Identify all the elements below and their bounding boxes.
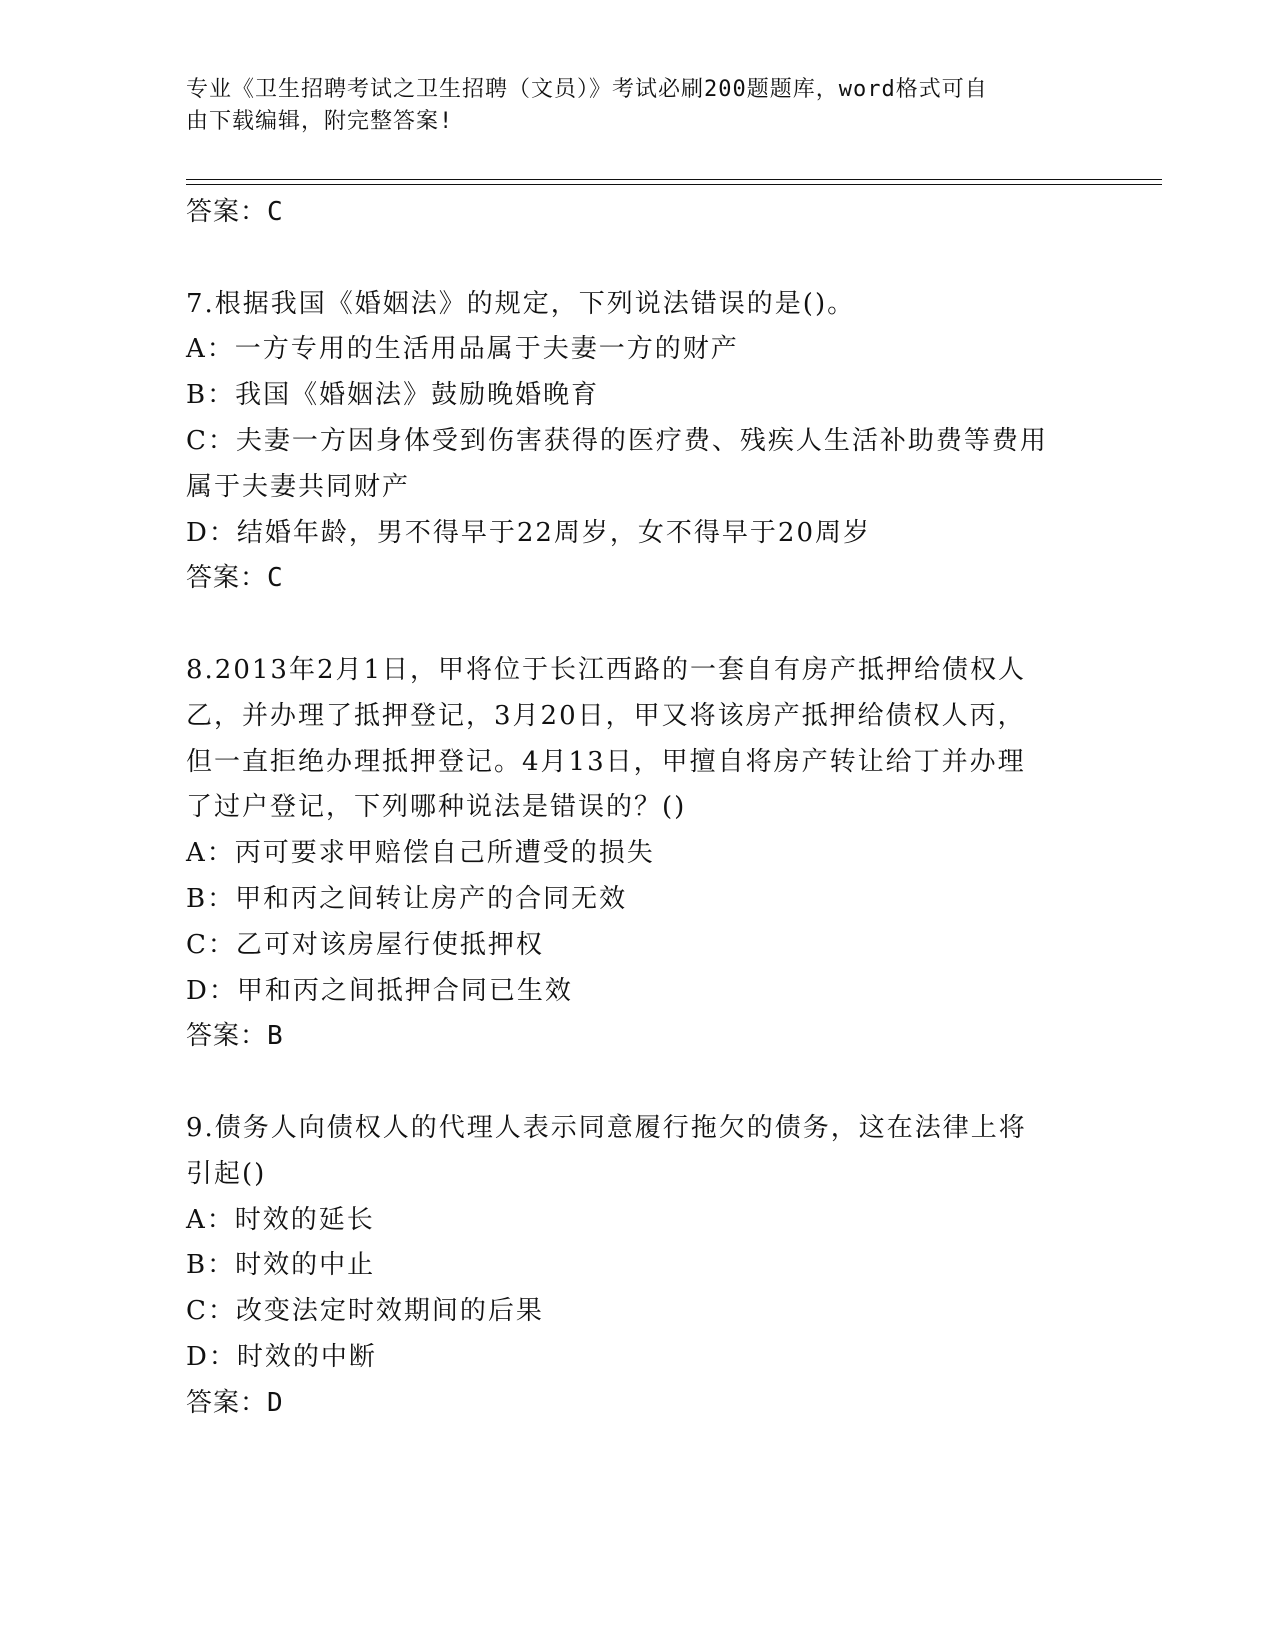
option-d: D：结婚年龄，男不得早于22周岁，女不得早于20周岁 bbox=[186, 517, 872, 548]
question-stem: 但一直拒绝办理抵押登记。4月13日，甲擅自将房产转让给丁并办理 bbox=[186, 746, 1026, 777]
option-d: D：时效的中断 bbox=[186, 1341, 377, 1372]
option-a: A：丙可要求甲赔偿自己所遭受的损失 bbox=[186, 838, 655, 869]
option-b: B：时效的中止 bbox=[186, 1250, 376, 1281]
answer: 答案：B bbox=[186, 1021, 284, 1052]
option-c: C：改变法定时效期间的后果 bbox=[186, 1296, 544, 1327]
spacer bbox=[186, 236, 1086, 282]
header-line-2: 由下载编辑，附完整答案! bbox=[186, 109, 454, 134]
question-block-9 bbox=[186, 1106, 1086, 1427]
question-stem: 9.债务人向债权人的代理人表示同意履行拖欠的债务，这在法律上将 bbox=[186, 1112, 1027, 1143]
header-rule-bottom bbox=[186, 184, 1162, 185]
answer: 答案：D bbox=[186, 1387, 284, 1418]
answer: 答案：C bbox=[186, 563, 284, 594]
header-line-1: 专业《卫生招聘考试之卫生招聘（文员）》考试必刷200题题库，word格式可自 bbox=[186, 77, 988, 102]
question-stem: 7.根据我国《婚姻法》的规定，下列说法错误的是()。 bbox=[186, 288, 856, 319]
option-b: B：我国《婚姻法》鼓励晚婚晚育 bbox=[186, 380, 600, 411]
question-block-8 bbox=[186, 648, 1086, 1060]
spacer bbox=[186, 1060, 1086, 1106]
question-stem: 8.2013年2月1日，甲将位于长江西路的一套自有房产抵押给债权人 bbox=[186, 654, 1027, 685]
option-c-continued: 属于夫妻共同财产 bbox=[186, 471, 411, 502]
option-d: D：甲和丙之间抵押合同已生效 bbox=[186, 975, 573, 1006]
option-b: B：甲和丙之间转让房产的合同无效 bbox=[186, 883, 628, 914]
spacer bbox=[186, 602, 1086, 648]
option-c: C：乙可对该房屋行使抵押权 bbox=[186, 929, 544, 960]
question-content bbox=[186, 190, 1086, 1427]
option-c: C：夫妻一方因身体受到伤害获得的医疗费、残疾人生活补助费等费用 bbox=[186, 425, 1048, 456]
option-a: A：一方专用的生活用品属于夫妻一方的财产 bbox=[186, 334, 739, 365]
option-a: A：时效的延长 bbox=[186, 1204, 375, 1235]
question-stem: 引起() bbox=[186, 1158, 267, 1189]
previous-answer: 答案：C bbox=[186, 197, 284, 227]
header-rule-top bbox=[186, 179, 1162, 180]
question-block-7 bbox=[186, 282, 1086, 603]
document-header bbox=[186, 74, 1086, 138]
question-stem: 乙，并办理了抵押登记，3月20日，甲又将该房产抵押给债权人丙， bbox=[186, 700, 1026, 731]
question-stem: 了过户登记，下列哪种说法是错误的？() bbox=[186, 792, 687, 823]
